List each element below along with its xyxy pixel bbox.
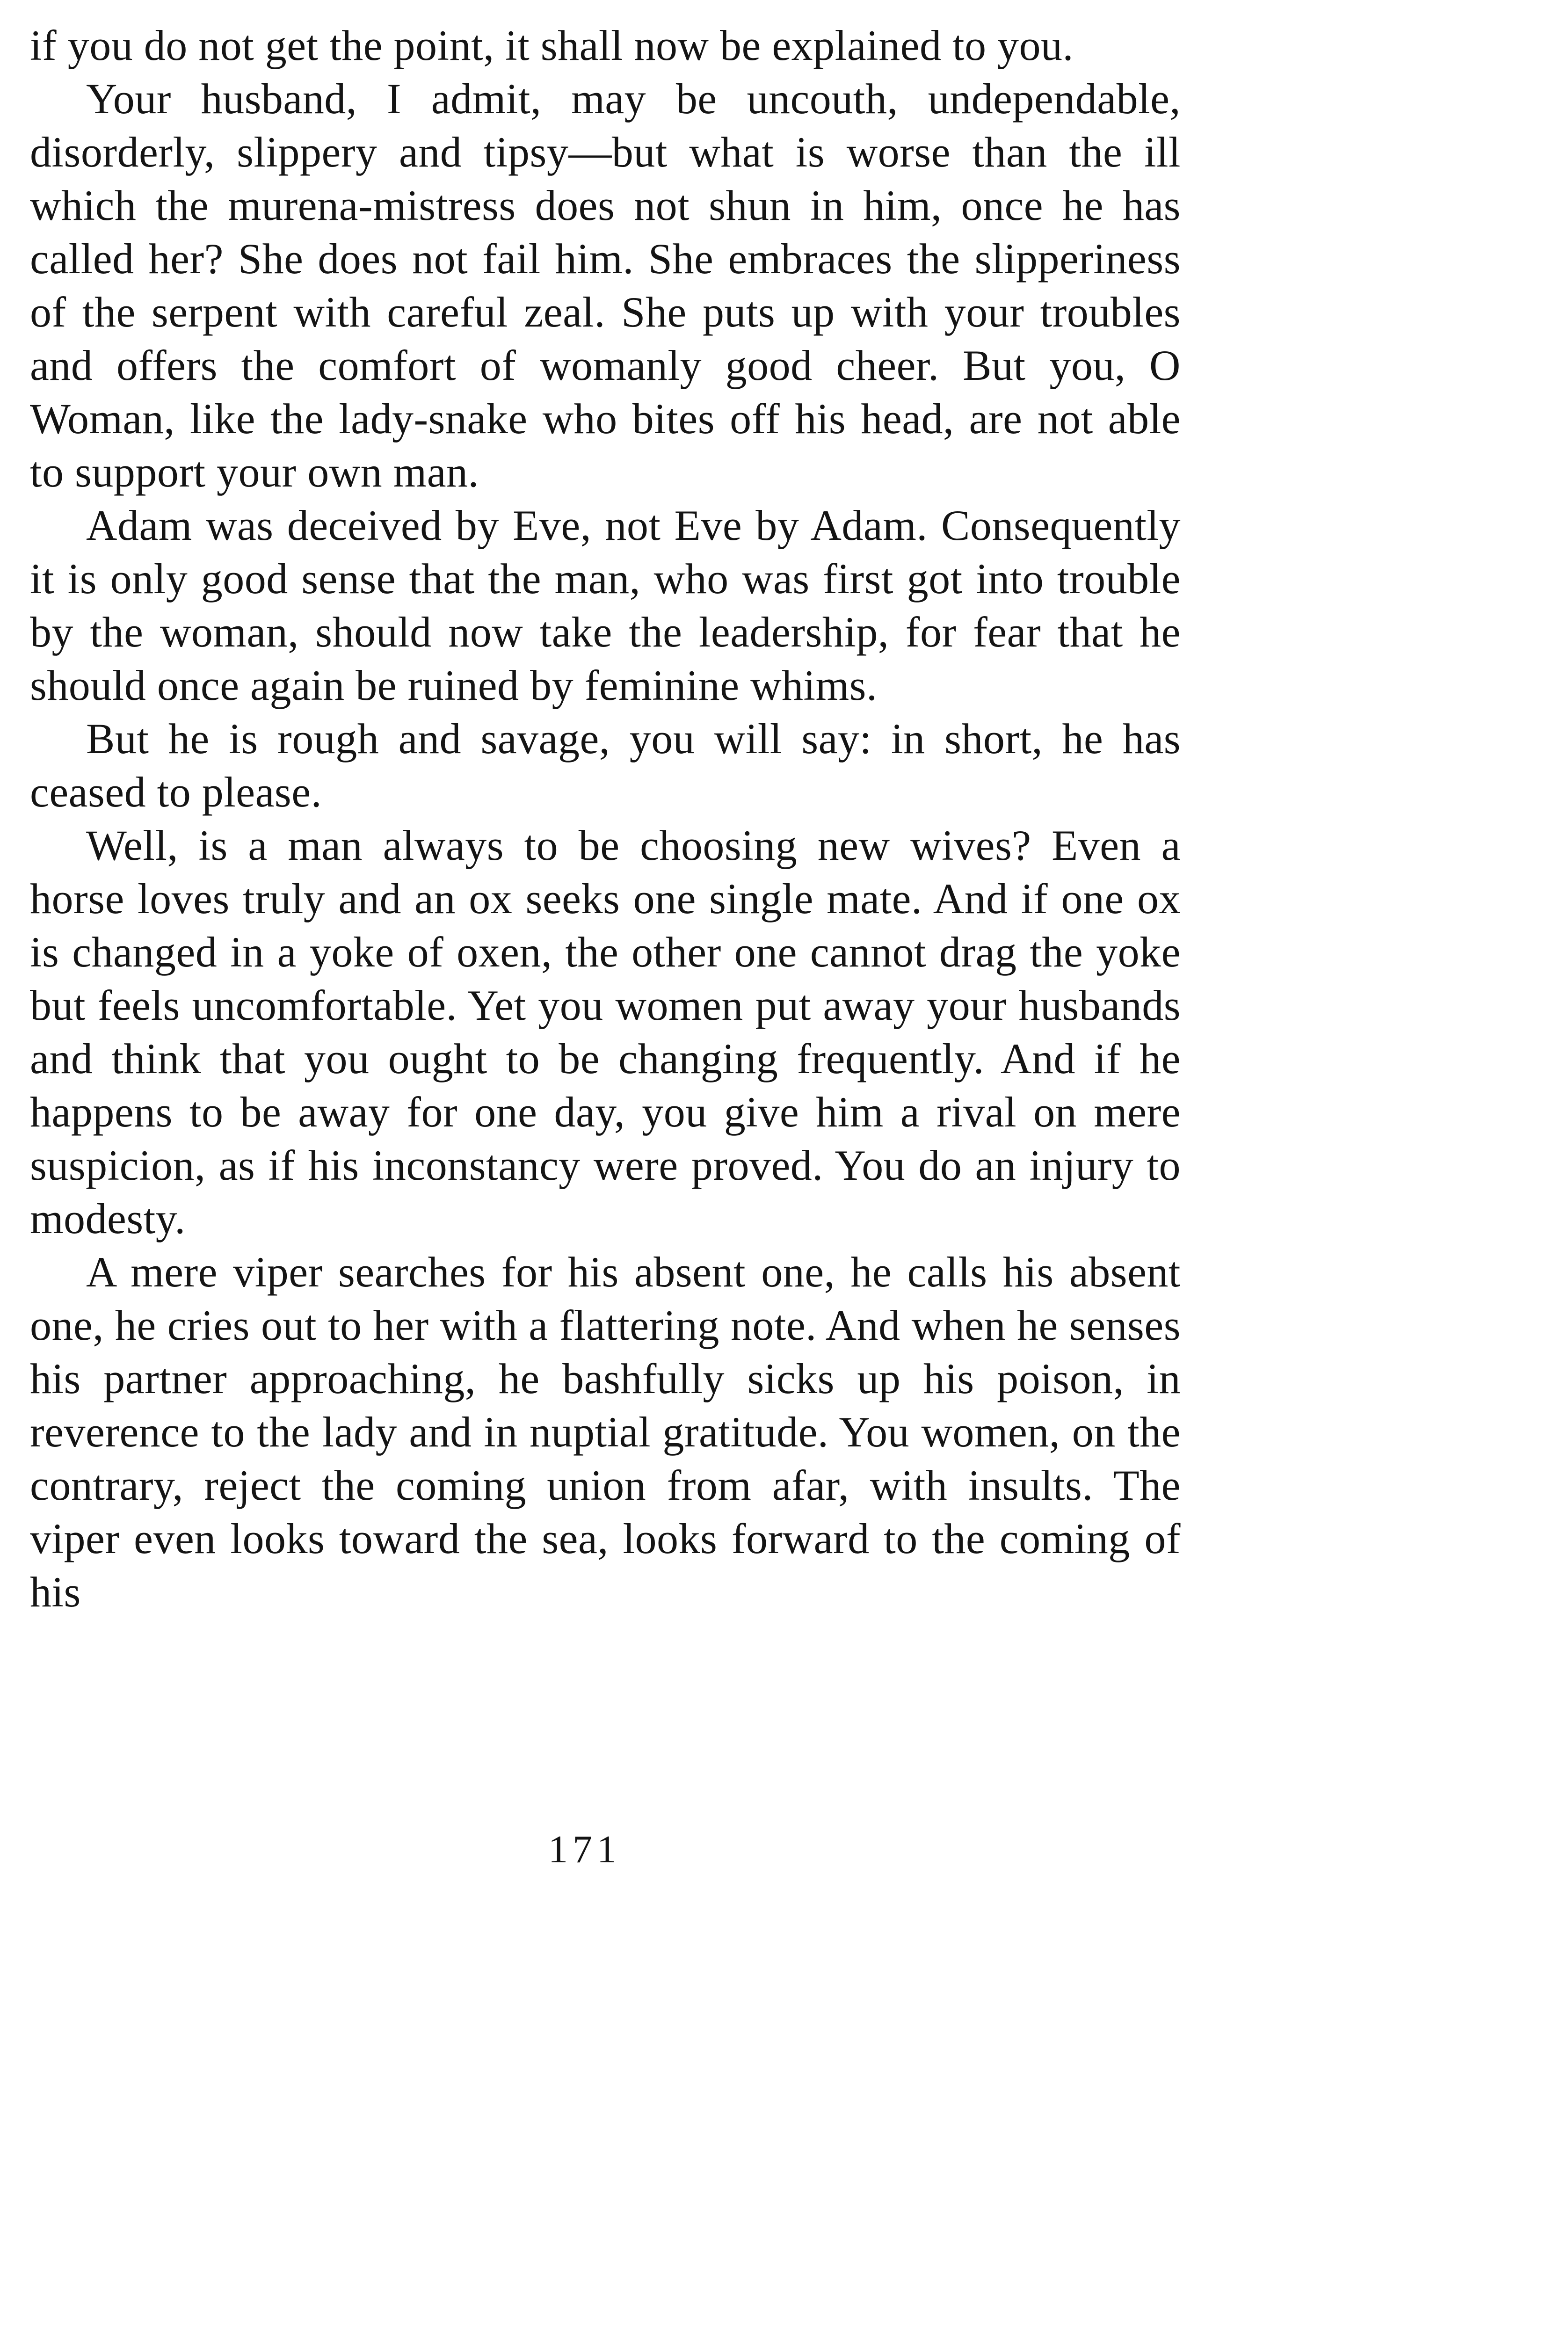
paragraph-2: Your husband, I admit, may be uncouth, undependable, disorderly, slippery and tipsy—but what is worse than the ill which the murena-mistress does not shun in him, once he has called her? She does not fail him. She embraces the slipperiness of the serpent with careful zeal. She puts up with your troubles and offers the comfort of womanly good cheer. But you, O Woman, like the lady-snake who bites off his head, are not able to support your own man.: [30, 75, 1181, 496]
paragraph-5: Well, is a man always to be choosing new wives? Even a horse loves truly and an ox seeks one single mate. And if one ox is changed in a yoke of oxen, the other one cannot drag the yoke but feels uncomfortable. Yet you women put away your husbands and think that you ought to be changing frequently. And if he happens to be away for one day, you give him a rival on mere suspicion, as if his inconstancy were proved. You do an injury to modesty.: [30, 821, 1181, 1242]
paragraph-4: But he is rough and savage, you will say: in short, he has ceased to please.: [30, 715, 1181, 816]
paragraph-6: A mere viper searches for his absent one, he calls his absent one, he cries out to her with a flattering note. And when he senses his partner approaching, he bashfully sicks up his poison, in reverence to the lady and in nuptial gratitude. You women, on the contrary, reject the coming union from afar, with insults. The viper even looks toward the sea, looks forward to the coming of his: [30, 1248, 1181, 1616]
paragraph-3: Adam was deceived by Eve, not Eve by Adam. Consequently it is only good sense that the man, who was first got into trouble by the woman, should now take the leadership, for fear that he should once again be ruined by feminine whims.: [30, 501, 1181, 709]
body-text: [30, 19, 1181, 1619]
page-number: 171: [548, 1828, 621, 1871]
paragraph-1: if you do not get the point, it shall now be explained to you.: [30, 22, 1074, 69]
